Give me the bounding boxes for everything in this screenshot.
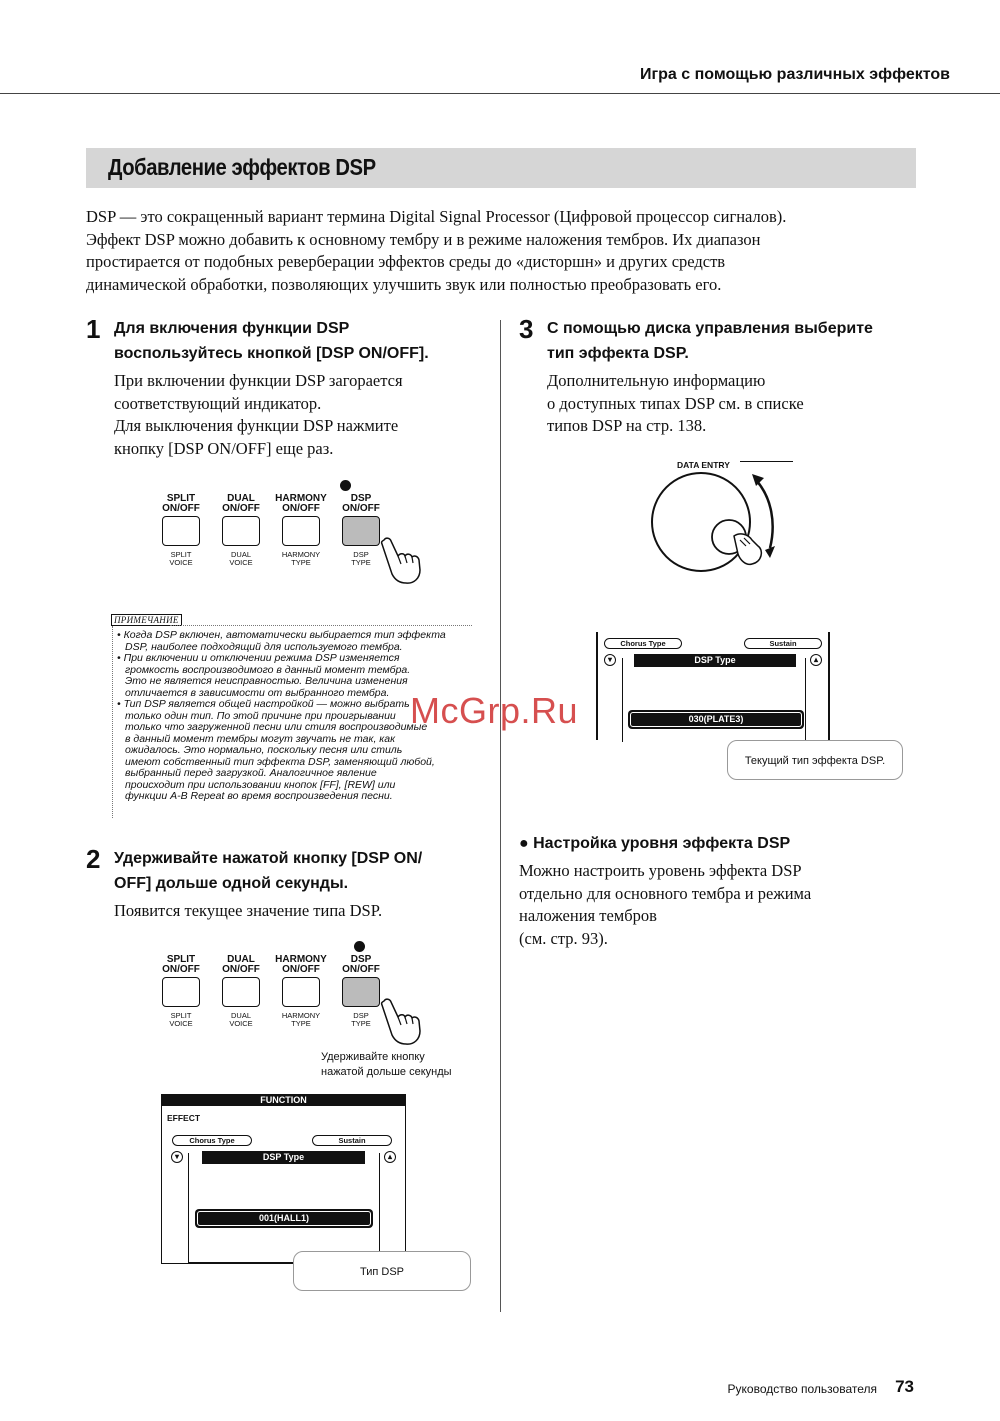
dsp-key[interactable] [342,977,380,1007]
step-3-heading [547,316,873,366]
level-heading: ● Настройка уровня эффекта DSP [519,835,791,852]
lcd-up-arrow-icon: ▴ [810,654,822,666]
lcd-group-label: EFFECT [167,1113,201,1123]
lcd-inner-frame [188,1153,380,1263]
data-entry-dial[interactable] [648,466,788,582]
lcd-display-step2 [161,1094,406,1264]
step-1-heading-line: воспользуйтесь кнопкой [DSP ON/OFF]. [114,345,429,362]
step-3-body-line: типов DSP на стр. 138. [547,416,707,435]
step-1-body-line: соответствующий индикатор. [114,393,322,413]
lcd-down-arrow-icon: ▾ [604,654,616,666]
lcd-left-pill: Chorus Type [172,1135,252,1146]
note-tag: ПРИМЕЧАНИЕ [111,614,182,626]
step-3-heading-line: тип эффекта DSP. [547,345,689,362]
step-2-heading [114,846,422,896]
intro-line: Эффект DSP можно добавить к основному тембру и в режиме наложения тембров. Их диапазон [86,229,761,249]
step-1-body-line: Для выключения функции DSP нажмите [114,416,399,435]
level-body [519,860,811,950]
button-panel-1 [150,478,430,578]
intro-line: динамической обработки, позволяющих улучшить звук или полностью преобразовать его. [86,274,722,294]
note-item: • Когда DSP включен, автоматически выбирается тип эффекта DSP, наиболее подходящий для используемого тембра. [117,630,487,653]
footer-label: Руководство пользователя [727,1382,877,1396]
button-panel-2 [150,939,430,1039]
step-2-heading-line: OFF] дольше одной секунды. [114,875,349,892]
bullet-icon: ● [519,835,529,852]
lcd-callout-step2: Тип DSP [293,1251,471,1291]
note-rule [170,625,472,626]
step-2-body: Появится текущее значение типа DSP. [114,901,383,920]
header-rule [0,93,1000,94]
intro-line: простирается от подобных реверберации эффектов среды до «дисторшн» и других средств [86,252,726,271]
lcd-up-arrow-icon: ▴ [384,1151,396,1163]
dial-label-rule [740,461,793,462]
dual-on-off-button[interactable]: DUAL ON/OFF DUAL VOICE [222,493,260,567]
dsp-indicator-lamp [354,941,365,952]
harmony-key[interactable] [282,977,320,1007]
step-3-number: 3 [519,314,534,344]
note-item: • Тип DSP является общей настройкой — можно выбрать только один тип. По этой причине при проигрывании только что загруженной песни или стиля воспроизводимые в данный момент тембры могут звучать не так, как ожидалось. Это нормально, поскольку песня или стиль имеют собственный тип эффекта DSP, заменяющий любой, выбранный перед загрузкой. Аналогичное явление происходит при использовании кнопок [FF], [REW] или функции A-B Repeat во время воспроизведения песни. [117,699,487,803]
step-3-body-line: Дополнительную информацию [547,371,766,390]
dsp-on-off-button[interactable]: DSP ON/OFF DSP TYPE [342,493,380,567]
dsp-on-off-button[interactable]: DSP ON/OFF DSP TYPE [342,954,380,1028]
running-header: Игра с помощью различных эффектов [639,66,950,83]
lcd-left-edge [596,632,598,740]
lcd-inner-frame [622,658,806,742]
split-on-off-button[interactable]: SPLIT ON/OFF SPLIT VOICE [162,954,200,1028]
lcd-dsp-type-bar: DSP Type [634,654,796,667]
dual-on-off-button[interactable]: DUAL ON/OFF DUAL VOICE [222,954,260,1028]
page-number: 73 [895,1377,914,1396]
column-divider [500,320,501,1312]
step-1-body [114,370,403,460]
step-1-body-line: При включении функции DSP загорается [114,371,403,390]
lcd-right-pill: Sustain [744,638,822,649]
harmony-key[interactable] [282,516,320,546]
lcd-left-pill: Chorus Type [604,638,682,649]
section-title: Добавление эффектов DSP [108,154,376,180]
level-body-line: наложения тембров [519,906,657,925]
pointing-hand-icon [378,536,424,586]
level-body-line: (см. стр. 93). [519,928,608,948]
lcd-dsp-type-bar: DSP Type [202,1151,365,1164]
lcd-right-edge [828,632,830,740]
intro-line: DSP — это сокращенный вариант термина Digital Signal Processor (Цифровой процессор сигналов). [86,207,787,226]
dual-key[interactable] [222,516,260,546]
lcd-callout-step3: Текущий тип эффекта DSP. [727,740,903,780]
split-on-off-button[interactable]: SPLIT ON/OFF SPLIT VOICE [162,493,200,567]
dial-label: DATA ENTRY [677,460,730,470]
hold-caption: Удерживайте кнопку нажатой дольше секунды [321,1051,452,1078]
pointing-hand-icon [378,997,424,1047]
step-3-heading-line: С помощью диска управления выберите [547,320,873,337]
dual-key[interactable] [222,977,260,1007]
level-body-line: Можно настроить уровень эффекта DSP [519,861,802,880]
note-border [112,626,113,818]
level-body-line: отдельно для основного тембра и режима [519,883,812,903]
lcd-value: 001(HALL1) [195,1209,373,1228]
step-3-body [547,370,804,438]
step-1-number: 1 [86,314,101,344]
harmony-on-off-button[interactable]: HARMONY ON/OFF HARMONY TYPE [275,954,327,1028]
step-2-number: 2 [86,844,101,874]
split-key[interactable] [162,977,200,1007]
lcd-down-arrow-icon: ▾ [171,1151,183,1163]
dsp-indicator-lamp [340,480,351,491]
watermark: McGrp.Ru [410,690,579,731]
step-1-body-line: кнопку [DSP ON/OFF] еще раз. [114,438,334,458]
lcd-right-pill: Sustain [312,1135,392,1146]
lcd-display-step3 [596,632,830,740]
lcd-header: FUNCTION [162,1095,405,1106]
split-key[interactable] [162,516,200,546]
intro-paragraph [86,206,920,296]
step-3-body-line: о доступных типах DSP см. в списке [547,393,804,413]
step-2-heading-line: Удерживайте нажатой кнопку [DSP ON/ [114,850,423,867]
harmony-on-off-button[interactable]: HARMONY ON/OFF HARMONY TYPE [275,493,327,567]
note-item: • При включении и отключении режима DSP изменяется громкость воспроизводимого в данный момент тембра. Это не является неисправностью. Величина изменения отличается в зависимости от выбранного тембра. [117,653,487,699]
dsp-key[interactable] [342,516,380,546]
step-1-heading [114,316,429,366]
step-1-heading-line: Для включения функции DSP [114,320,350,337]
lcd-value: 030(PLATE3) [628,710,804,729]
